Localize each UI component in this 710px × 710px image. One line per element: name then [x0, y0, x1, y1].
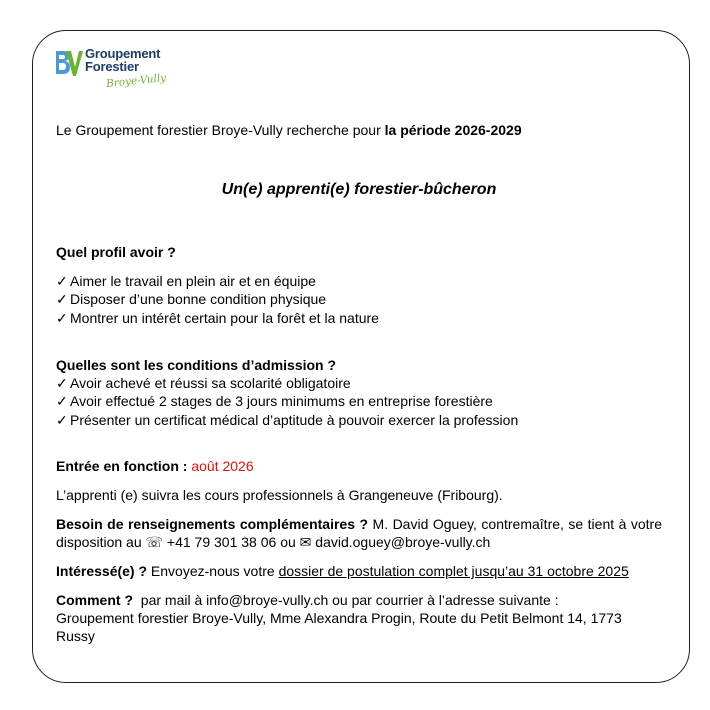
email-link[interactable]: david.oguey@broye-vully.ch [311, 534, 491, 550]
logo-line-2: Forestier [85, 59, 139, 74]
check-icon: ✓ [56, 291, 68, 307]
how-text [56, 591, 559, 609]
interested-plain: Envoyez-nous votre [147, 563, 279, 579]
logo [54, 46, 167, 95]
profile-title: Quel profil avoir ? [56, 244, 176, 260]
logo-script: Broye-Vully [105, 71, 167, 91]
list-item [56, 309, 379, 327]
info-label: Besoin de renseignements complémentaires ? [56, 516, 369, 532]
check-icon: ✓ [56, 393, 68, 409]
start-label: Entrée en fonction : [56, 458, 192, 474]
intro-text [56, 121, 522, 139]
page-title: Un(e) apprenti(e) forestier-bûcheron [221, 181, 497, 198]
list-item [56, 392, 493, 410]
list-item-text: Présenter un certificat médical d’aptitude à pouvoir exercer la profession [70, 412, 519, 428]
intro-period: la période 2026-2029 [384, 122, 522, 138]
courses-text: L’apprenti (e) suivra les cours professionnels à Grangeneuve (Fribourg). [56, 487, 503, 503]
bv-logo-mark [54, 49, 84, 79]
list-item [56, 411, 518, 429]
list-item-text: Disposer d’une bonne condition physique [70, 291, 327, 307]
list-item-text: Avoir achevé et réussi sa scolarité obligatoire [70, 375, 351, 391]
start-value: août 2026 [191, 458, 254, 474]
phone-number[interactable]: +41 79 301 38 06 ou [163, 534, 300, 550]
list-item [56, 374, 351, 392]
logo-line-1: Groupement [85, 46, 161, 61]
how-label: Comment ? [56, 592, 133, 608]
check-icon: ✓ [56, 412, 68, 428]
application-deadline: dossier de postulation complet jusqu’au 31 octobre 2025 [278, 563, 629, 579]
check-icon: ✓ [56, 375, 68, 391]
phone-icon: ☏ [145, 534, 164, 550]
info-text: M. David Oguey, contremaître, se tient à votre disposition au [56, 516, 663, 550]
interested-label: Intéressé(e) ? [56, 563, 148, 579]
list-item [56, 290, 326, 308]
mail-icon: ✉ [299, 534, 312, 550]
list-item-text: Aimer le travail en plein air et en équipe [70, 273, 316, 289]
list-item [56, 272, 316, 290]
check-icon: ✓ [56, 273, 68, 289]
postal-address: Groupement forestier Broye-Vully, Mme Alexandra Progin, Route du Petit Belmont 14, 1773 Russy [56, 610, 622, 644]
list-item-text: Avoir effectué 2 stages de 3 jours minimums en entreprise forestière [70, 393, 493, 409]
conditions-title: Quelles sont les conditions d’admission ? [56, 357, 337, 373]
list-item-text: Montrer un intérêt certain pour la forêt et la nature [70, 310, 379, 326]
intro-plain: Le Groupement forestier Broye-Vully recherche pour [56, 122, 385, 138]
how-plain: par mail à info@broye-vully.ch ou par courrier à l’adresse suivante : [133, 592, 559, 608]
info-paragraph [56, 515, 662, 551]
check-icon: ✓ [56, 310, 68, 326]
start-date [56, 457, 254, 475]
interested-text [56, 562, 629, 580]
